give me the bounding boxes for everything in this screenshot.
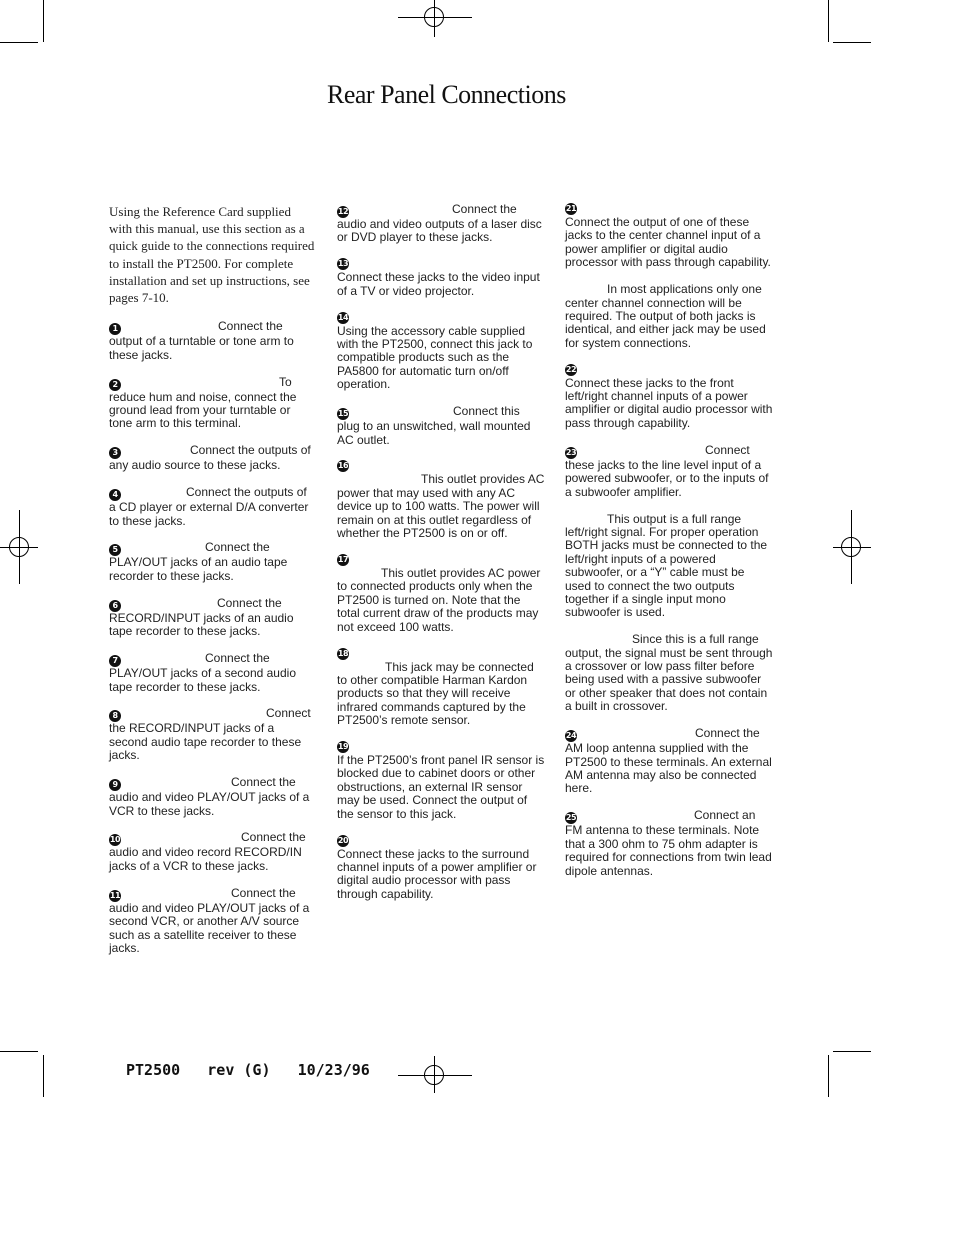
item-text: Connect the outputs of any audio source to these jacks.	[109, 443, 311, 473]
number-badge: 12	[337, 207, 349, 216]
column-3	[565, 203, 773, 891]
connection-item-15	[337, 405, 545, 447]
number-badge: 19	[337, 742, 349, 752]
item-text: If the PT2500’s front panel IR sensor is blocked due to cabinet doors or other obstructions, an external IR sensor may be used. Connect the output of the sensor to this jack.	[337, 753, 545, 821]
number-badge: 20	[337, 835, 349, 845]
number-badge: 9	[109, 779, 121, 791]
item-text: Connect the audio and video outputs of a laser disc or DVD player to these jacks.	[337, 202, 542, 245]
item-text: Using the accessory cable supplied with the PT2500, connect this jack to compatible products such as the PA5800 for automatic turn on/off operation.	[337, 323, 533, 392]
connection-item-5	[109, 541, 315, 583]
connection-item-4	[109, 486, 315, 528]
item-text: Connect an FM antenna to these terminals. Note that a 300 ohm to 75 ohm adapter is required for connections from twin lead dipole antennas.	[565, 808, 772, 878]
number-badge: 14	[337, 312, 349, 322]
footer-revision-stamp: PT2500 rev (G) 10/23/96	[126, 1061, 370, 1079]
connection-item-7	[109, 652, 315, 694]
item-text: Connect the audio and video record RECORD/IN jacks of a VCR to these jacks.	[109, 830, 306, 873]
number-badge: 10	[109, 835, 121, 845]
connection-item-16	[337, 460, 545, 540]
item-text: Connect the audio and video PLAY/OUT jacks of a VCR to these jacks.	[109, 775, 310, 818]
item-text: This jack may be connected to other compatible Harman Kardon products so that they will receive infrared commands captured by the PT2500’s remote sensor.	[337, 659, 534, 728]
connection-item-22	[565, 364, 773, 431]
number-badge: 24	[565, 731, 577, 741]
connection-item-6	[109, 597, 315, 639]
connection-item-14	[337, 312, 545, 392]
connection-item-24	[565, 727, 773, 796]
number-badge: 4	[109, 489, 121, 501]
number-badge: 22	[565, 364, 577, 374]
item-text: Connect these jacks to the surround channel inputs of a power amplifier or digital audio processor with pass through capability.	[337, 846, 537, 901]
connection-item-11	[109, 887, 315, 956]
item-text: Connect the PLAY/OUT jacks of a second audio tape recorder to these jacks.	[109, 651, 296, 694]
number-badge: 2	[109, 379, 121, 391]
connection-item-19	[337, 741, 545, 821]
connection-item-18	[337, 648, 545, 728]
connection-item-20	[337, 835, 545, 902]
connection-item-23	[565, 444, 773, 714]
item-text: Connect the output of a turntable or tone arm to these jacks.	[109, 319, 294, 362]
item-text: Connect the RECORD/INPUT jacks of a second audio tape recorder to these jacks.	[109, 706, 311, 763]
connection-item-9	[109, 776, 315, 818]
connection-item-10	[109, 831, 315, 873]
page-title: Rear Panel Connections	[327, 80, 566, 109]
number-badge: 13	[337, 259, 349, 269]
column-2	[337, 203, 545, 915]
connection-item-1	[109, 320, 315, 362]
intro-paragraph: Using the Reference Card supplied with this manual, use this section as a quick guide to the connections required to install the PT2500. For complete installation and set up instructions, see pages 7-10.	[109, 204, 315, 306]
item-note: In most applications only one center channel connection will be required. The output of both jacks is identical, and either jack may be used for system connections.	[565, 282, 766, 350]
number-badge: 18	[337, 648, 349, 658]
item-text: Connect the RECORD/INPUT jacks of an audio tape recorder to these jacks.	[109, 595, 294, 639]
item-text: Connect this plug to an unswitched, wall mounted AC outlet.	[337, 404, 531, 447]
number-badge: 15	[337, 409, 349, 419]
number-badge: 6	[109, 600, 121, 612]
number-badge: 16	[337, 461, 349, 471]
number-badge: 17	[337, 555, 349, 564]
item-text: Connect the output of one of these jacks to the center channel input of a power amplifier or digital audio processor with pass through capability.	[565, 215, 771, 270]
item-note-2: Since this is a full range output, the signal must be sent through a crossover or low pass filter before being used with a passive subwoofer or other speaker that does not contain a built in crossover.	[565, 632, 773, 714]
number-badge: 5	[109, 544, 121, 556]
connection-item-21	[565, 203, 773, 350]
column-1	[109, 203, 315, 969]
number-badge: 7	[109, 655, 121, 667]
connection-item-12	[337, 203, 545, 245]
item-text: This outlet provides AC power to connected products only when the PT2500 is turned on. Note that the total current draw of the products may not exceed 100 watts.	[337, 566, 541, 634]
item-text: This outlet provides AC power that may used with any AC device up to 100 watts. The power will remain on at this outlet regardless of whether the PT2500 is on or off.	[337, 472, 545, 541]
number-badge: 1	[109, 323, 121, 335]
item-text: Connect the audio and video PLAY/OUT jacks of a second VCR, or another A/V source such as a satellite receiver to these jacks.	[109, 885, 310, 955]
item-note: This output is a full range left/right signal. For proper operation BOTH jacks must be connected to the left/right inputs of a powered subwoofer, or a “Y” cable must be used to connect the two outputs together if a single input mono subwoofer is used.	[565, 511, 768, 620]
item-text: Connect these jacks to the front left/right channel inputs of a power amplifier or digital audio processor with pass through capability.	[565, 375, 773, 430]
item-text: Connect the PLAY/OUT jacks of an audio tape recorder to these jacks.	[109, 540, 288, 583]
number-badge: 3	[109, 447, 121, 459]
number-badge: 11	[109, 890, 121, 900]
number-badge: 25	[565, 813, 577, 823]
connection-item-2	[109, 376, 315, 431]
connection-item-25	[565, 809, 773, 878]
connection-item-17	[337, 554, 545, 634]
item-text: To reduce hum and noise, connect the ground lead from your turntable or tone arm to this terminal.	[109, 374, 297, 431]
number-badge: 8	[109, 710, 121, 722]
connection-item-3	[109, 444, 315, 472]
item-text: Connect these jacks to the video input of a TV or video projector.	[337, 270, 540, 298]
item-text: Connect these jacks to the line level input of a powered subwoofer, or to the inputs of a subwoofer amplifier.	[565, 442, 769, 499]
item-text: Connect the outputs of a CD player or external D/A converter to these jacks.	[109, 485, 309, 528]
number-badge: 21	[565, 204, 577, 213]
number-badge: 23	[565, 447, 577, 457]
connection-item-8	[109, 707, 315, 762]
connection-item-13	[337, 258, 545, 298]
item-text: Connect the AM loop antenna supplied with the PT2500 to these terminals. An external AM antenna may also be connected here.	[565, 726, 772, 796]
